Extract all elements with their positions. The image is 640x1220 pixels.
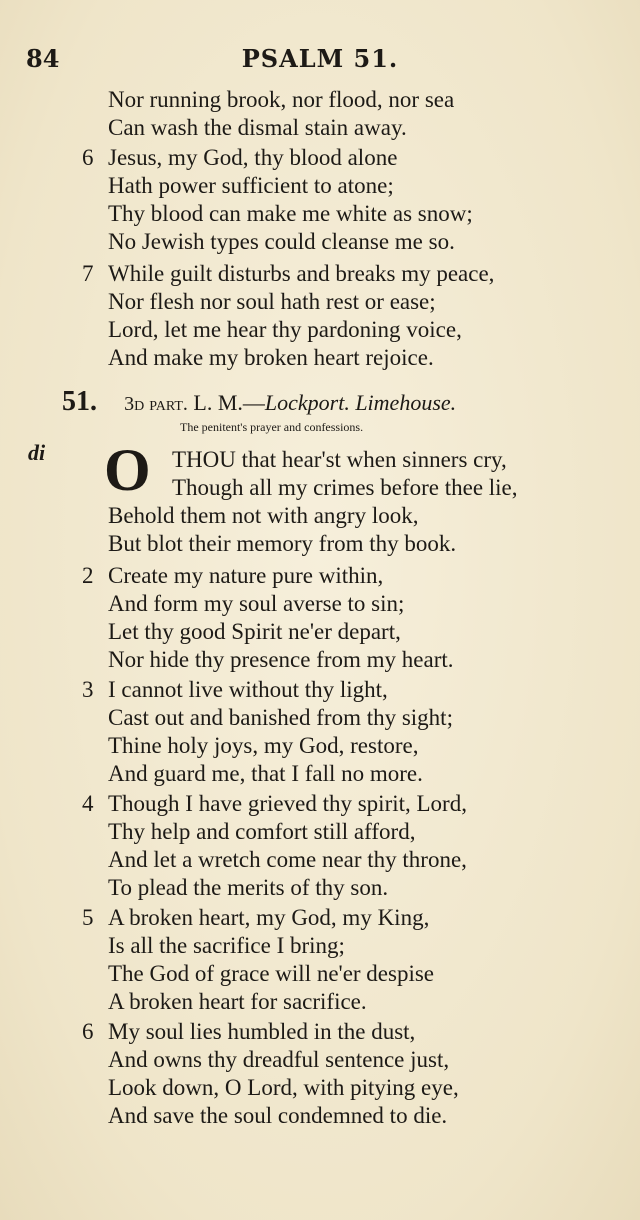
- verse-line: Nor flesh nor soul hath rest or ease;: [108, 289, 436, 314]
- verse-line: Thy help and comfort still afford,: [108, 819, 416, 844]
- verse-line: And owns thy dreadful sentence just,: [108, 1047, 450, 1072]
- verse-line: No Jewish types could cleanse me so.: [108, 229, 455, 254]
- verse-line: Let thy good Spirit ne'er depart,: [108, 619, 401, 644]
- verse-line: Look down, O Lord, with pitying eye,: [108, 1075, 459, 1100]
- verse-line: The God of grace will ne'er despise: [108, 961, 435, 986]
- verse-line: Lord, let me hear thy pardoning voice,: [108, 317, 462, 342]
- margin-note: di: [28, 440, 46, 465]
- verse-line: But blot their memory from thy book.: [108, 531, 457, 556]
- hymn-meter: [124, 390, 265, 415]
- stanza-number: 5: [82, 905, 94, 930]
- stanza-number: 2: [82, 563, 94, 588]
- verse-line: Though all my crimes before thee lie,: [172, 475, 518, 500]
- verse-line: While guilt disturbs and breaks my peace,: [108, 261, 495, 286]
- stanza-number: 7: [82, 261, 94, 286]
- verse-line: Thy blood can make me white as snow;: [108, 201, 473, 226]
- verse-line: Cast out and banished from thy sight;: [108, 705, 453, 730]
- verse-line: Though I have grieved thy spirit, Lord,: [108, 791, 467, 816]
- verse-line: My soul lies humbled in the dust,: [108, 1019, 416, 1044]
- hymn-heading: [62, 386, 456, 418]
- verse-line: Jesus, my God, thy blood alone: [108, 145, 398, 170]
- verse-line: Hath power sufficient to atone;: [108, 173, 394, 198]
- hymn-part: 3d part.: [124, 393, 188, 415]
- verse-line: Thine holy joys, my God, restore,: [108, 733, 419, 758]
- verse-line: Nor running brook, nor flood, nor sea: [108, 87, 455, 112]
- hymn-subtitle: The penitent's prayer and confessions.: [180, 420, 364, 434]
- verse-line: Is all the sacrifice I bring;: [108, 933, 345, 958]
- verse-line: A broken heart, my God, my King,: [108, 905, 430, 930]
- verse-line: Can wash the dismal stain away.: [108, 115, 407, 140]
- stanza-number: 6: [82, 145, 94, 170]
- page-number: 84: [26, 44, 60, 73]
- stanza-number: 4: [82, 791, 94, 816]
- verse-line: A broken heart for sacrifice.: [108, 989, 367, 1014]
- stanza-number: 3: [82, 677, 94, 702]
- verse-line: THOU that hear'st when sinners cry,: [172, 447, 507, 472]
- meter-label: L. M.—: [193, 390, 265, 415]
- verse-line: And let a wretch come near thy throne,: [108, 847, 467, 872]
- verse-line: Create my nature pure within,: [108, 563, 384, 588]
- hymn-tunes: Lockport. Limehouse.: [264, 390, 457, 415]
- verse-line: And form my soul averse to sin;: [108, 591, 405, 616]
- verse-line: And save the soul condemned to die.: [108, 1103, 448, 1128]
- page-header: [0, 44, 640, 78]
- running-title: PSALM 51.: [241, 44, 399, 73]
- verse-line: And guard me, that I fall no more.: [108, 761, 423, 786]
- verse-line: Behold them not with angry look,: [108, 503, 419, 528]
- verse-line: I cannot live without thy light,: [108, 677, 388, 702]
- stanza-number: 6: [82, 1019, 94, 1044]
- verse-line: Nor hide thy presence from my heart.: [108, 647, 454, 672]
- verse-line: To plead the merits of thy son.: [108, 875, 389, 900]
- hymn-number: 51.: [62, 386, 97, 417]
- verse-line: And make my broken heart rejoice.: [108, 345, 434, 370]
- drop-cap: O: [104, 437, 151, 503]
